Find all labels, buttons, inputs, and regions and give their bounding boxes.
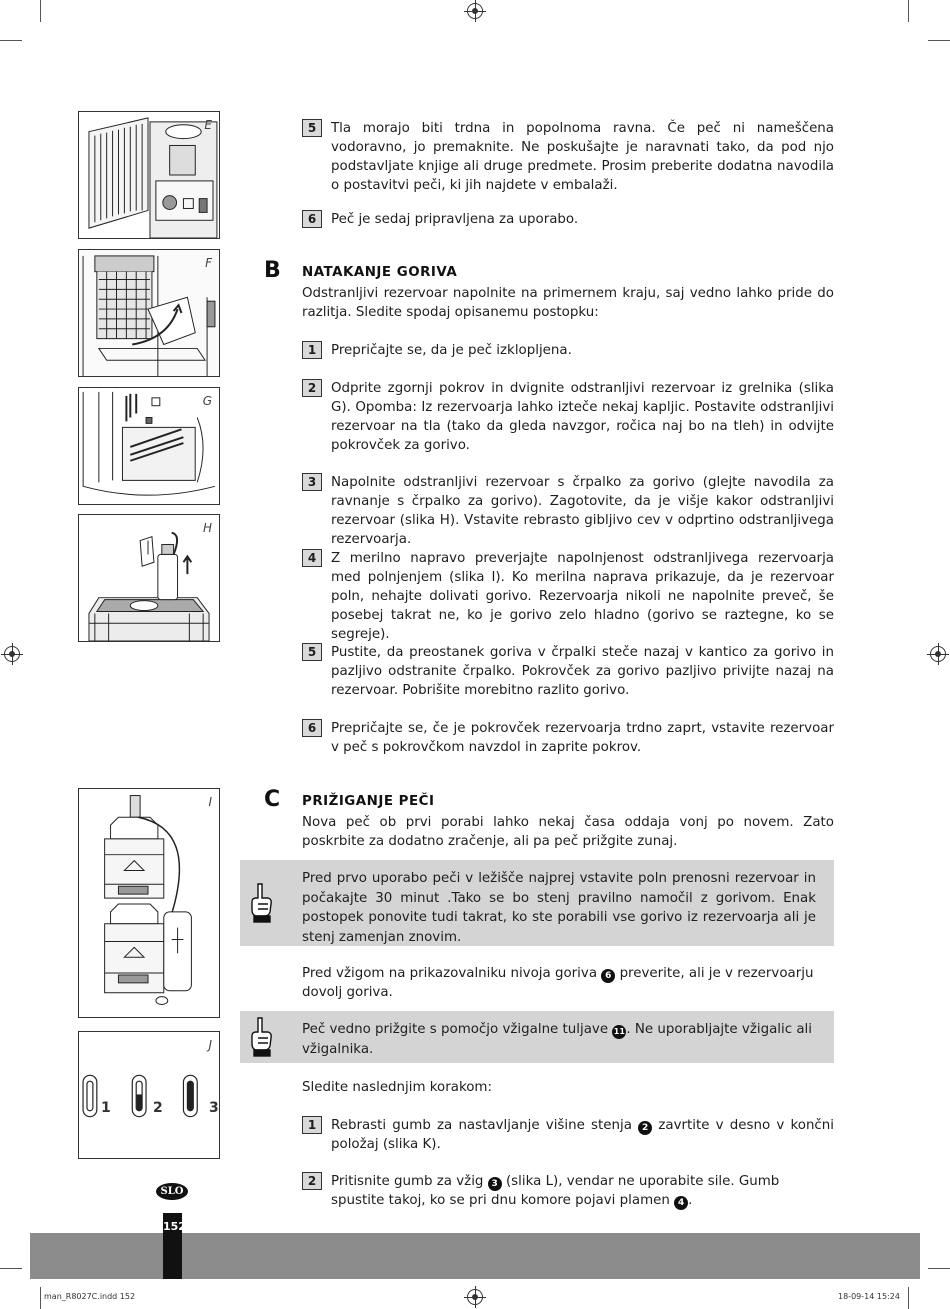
gauge-level-label: 3 <box>209 1100 219 1116</box>
step-number: 3 <box>302 473 322 491</box>
step-item <box>302 643 834 700</box>
registration-mark-icon <box>467 3 483 19</box>
step-text: Pustite, da preostanek goriva v črpalki steče nazaj v kantico za gorivo in pazljivo odstranite črpalko. Pokrovček za gorivo pazljivo privijte nazaj na rezervoar. Pobrišite morebitno razlito gorivo. <box>331 645 834 698</box>
reference-number: 6 <box>601 969 615 983</box>
step-text-b: (slika L), vendar ne uporabite sile. Gumb spustite takoj, ko se pri dnu komore pojavi plamen <box>331 1174 780 1208</box>
figure-g <box>78 387 220 505</box>
section-letter: C <box>264 787 281 812</box>
crop-mark <box>928 40 950 41</box>
crop-mark <box>908 1287 909 1309</box>
fuel-check-text <box>302 964 834 1002</box>
step-item <box>302 1172 834 1210</box>
reference-number: 3 <box>488 1177 502 1191</box>
registration-mark-icon <box>930 646 946 662</box>
note-box <box>240 1011 834 1063</box>
step-text: Napolnite odstranljivi rezervoar s črpalko za gorivo (glejte navodila za ravnanje s črpalko za gorivo). Zagotovite, da je višje kakor odstranljivi rezervoar (slika H). Vstavite rebrasto gibljivo cev v odprtino odstranljivega rezervoarja. <box>331 475 834 547</box>
step-text: Prepričajte se, da je peč izklopljena. <box>331 343 572 358</box>
figure-label: H <box>202 521 212 535</box>
section-intro: Nova peč ob prvi porabi lahko nekaj časa oddaja vonj po novem. Zato poskrbite za dodatno zračenje, ali pa peč prižgite zunaj. <box>302 815 834 849</box>
step-item <box>302 549 834 644</box>
section-intro: Odstranljivi rezervoar napolnite na primernem kraju, saj vedno lahko pride do razlitja. Sledite spodaj opisanemu postopku: <box>302 286 834 320</box>
step-item <box>302 1116 834 1154</box>
pointing-hand-icon <box>248 1016 274 1058</box>
pointing-hand-icon <box>248 882 274 924</box>
language-badge: SLO <box>156 1183 188 1200</box>
section-title: PRIŽIGANJE PEČI <box>302 794 435 809</box>
step-text-b: zavrtite v desno v končni položaj (slika K). <box>331 1118 834 1152</box>
fuel-pump-illustration <box>79 515 219 641</box>
step-text: Tla morajo biti trdna in popolnoma ravna. Če peč ni nameščena vodoravno, jo premaknite. Ne poskušajte je naravnati tako, da pod njo podstavljate knjige ali druge predmete. Prosim preberite dodatna navodila o postavitvi peči, ki jih najdete v embalaži. <box>331 121 834 193</box>
gauge-level-label: 2 <box>153 1100 163 1116</box>
step-item <box>302 119 834 195</box>
step-text-a: Pritisnite gumb za vžig <box>331 1174 484 1189</box>
note-text <box>302 1020 816 1059</box>
figure-i <box>78 788 220 1018</box>
figure-h <box>78 514 220 642</box>
crop-mark <box>40 1287 41 1309</box>
figure-f <box>78 249 220 377</box>
heater-tank-illustration <box>79 250 219 376</box>
step-text <box>331 1172 834 1210</box>
step-text: Z merilno napravo preverjajte napolnjenost odstranljivega rezervoarja med polnjenjem (slika I). Ko merilna naprava prikazuje, da je rezervoar poln, nehajte dolivati gorivo. Rezervoarja nikoli ne napolnite preveč, še posebej takrat ne, ko je gorivo zelo hladno (gorivo se raztegne, ko se segreje). <box>331 551 834 642</box>
step-number: 6 <box>302 210 322 228</box>
step-item <box>302 719 834 757</box>
section-title: NATAKANJE GORIVA <box>302 265 458 280</box>
note-box <box>240 860 834 946</box>
step-number: 2 <box>302 1172 322 1190</box>
step-item <box>302 473 834 549</box>
registration-mark-icon <box>4 646 20 662</box>
crop-mark <box>40 0 41 22</box>
step-text-a: Rebrasti gumb za nastavljanje višine stenja <box>331 1118 632 1133</box>
reference-number: 4 <box>674 1196 688 1210</box>
gauge-levels-illustration <box>79 1032 219 1158</box>
heater-door-illustration <box>79 112 219 238</box>
fuel-check-text-b: preverite, ali je v rezervoarju dovolj goriva. <box>302 966 814 1000</box>
reference-number: 11 <box>612 1025 626 1039</box>
step-text: Prepričajte se, če je pokrovček rezervoarja trdno zaprt, vstavite rezervoar v peč s pokrovčkom navzdol in zaprite pokrov. <box>331 721 834 755</box>
step-text <box>331 1116 834 1154</box>
date-slug: 18-09-14 15:24 <box>838 1292 900 1301</box>
step-item <box>302 210 834 229</box>
crop-mark <box>0 1268 22 1269</box>
step-number: 5 <box>302 643 322 661</box>
figure-label: I <box>208 795 212 809</box>
fuel-gauge-illustration <box>79 789 219 1017</box>
step-number: 5 <box>302 119 322 137</box>
follow-steps-text: Sledite naslednjim korakom: <box>302 1080 492 1095</box>
figure-label: G <box>202 394 212 408</box>
step-text: Odprite zgornji pokrov in dvignite odstranljivi rezervoar iz grelnika (slika G). Opomba: Iz rezervoarja lahko izteče nekaj kapljic. Postavite odstranljivi rezervoar na tla (tako da gleda navzgor, ročica naj bo na tleh) in odvijte pokrovček za gorivo. <box>331 381 834 453</box>
note-text-a: Peč vedno prižgite s pomočjo vžigalne tuljave <box>302 1022 609 1037</box>
note-text-b: . Ne uporabljajte vžigalic ali vžigalnika. <box>302 1022 812 1057</box>
step-item <box>302 341 834 360</box>
step-number: 1 <box>302 1116 322 1134</box>
section-letter: B <box>264 258 281 283</box>
figure-label: F <box>205 256 212 270</box>
crop-mark <box>908 0 909 22</box>
step-text-c: . <box>688 1193 693 1208</box>
reference-number: 2 <box>638 1121 652 1135</box>
step-number: 2 <box>302 379 322 397</box>
step-number: 4 <box>302 549 322 567</box>
registration-mark-icon <box>467 1289 483 1305</box>
heater-panel-illustration <box>79 388 219 504</box>
crop-mark <box>928 1268 950 1269</box>
note-text: Pred prvo uporabo peči v ležišče najprej vstavite poln prenosni rezervoar in počakajte 30 minut .Tako se bo stenj pravilno namočil z gorivom. Enak postopek ponovite tudi takrat, ko ste porabili vse gorivo iz rezervoarja ali je stenj zamenjan znovim. <box>302 871 816 945</box>
page-number: 152 <box>163 1213 182 1279</box>
file-slug: man_R8027C.indd 152 <box>44 1292 136 1301</box>
gauge-level-label: 1 <box>101 1100 111 1116</box>
figure-label: E <box>204 118 212 132</box>
figure-e <box>78 111 220 239</box>
figure-j <box>78 1031 220 1159</box>
crop-mark <box>0 40 22 41</box>
step-item <box>302 379 834 455</box>
step-text: Peč je sedaj pripravljena za uporabo. <box>331 212 579 227</box>
step-number: 6 <box>302 719 322 737</box>
fuel-check-text-a: Pred vžigom na prikazovalniku nivoja goriva <box>302 966 598 981</box>
figure-label: J <box>208 1038 212 1052</box>
step-number: 1 <box>302 341 322 359</box>
